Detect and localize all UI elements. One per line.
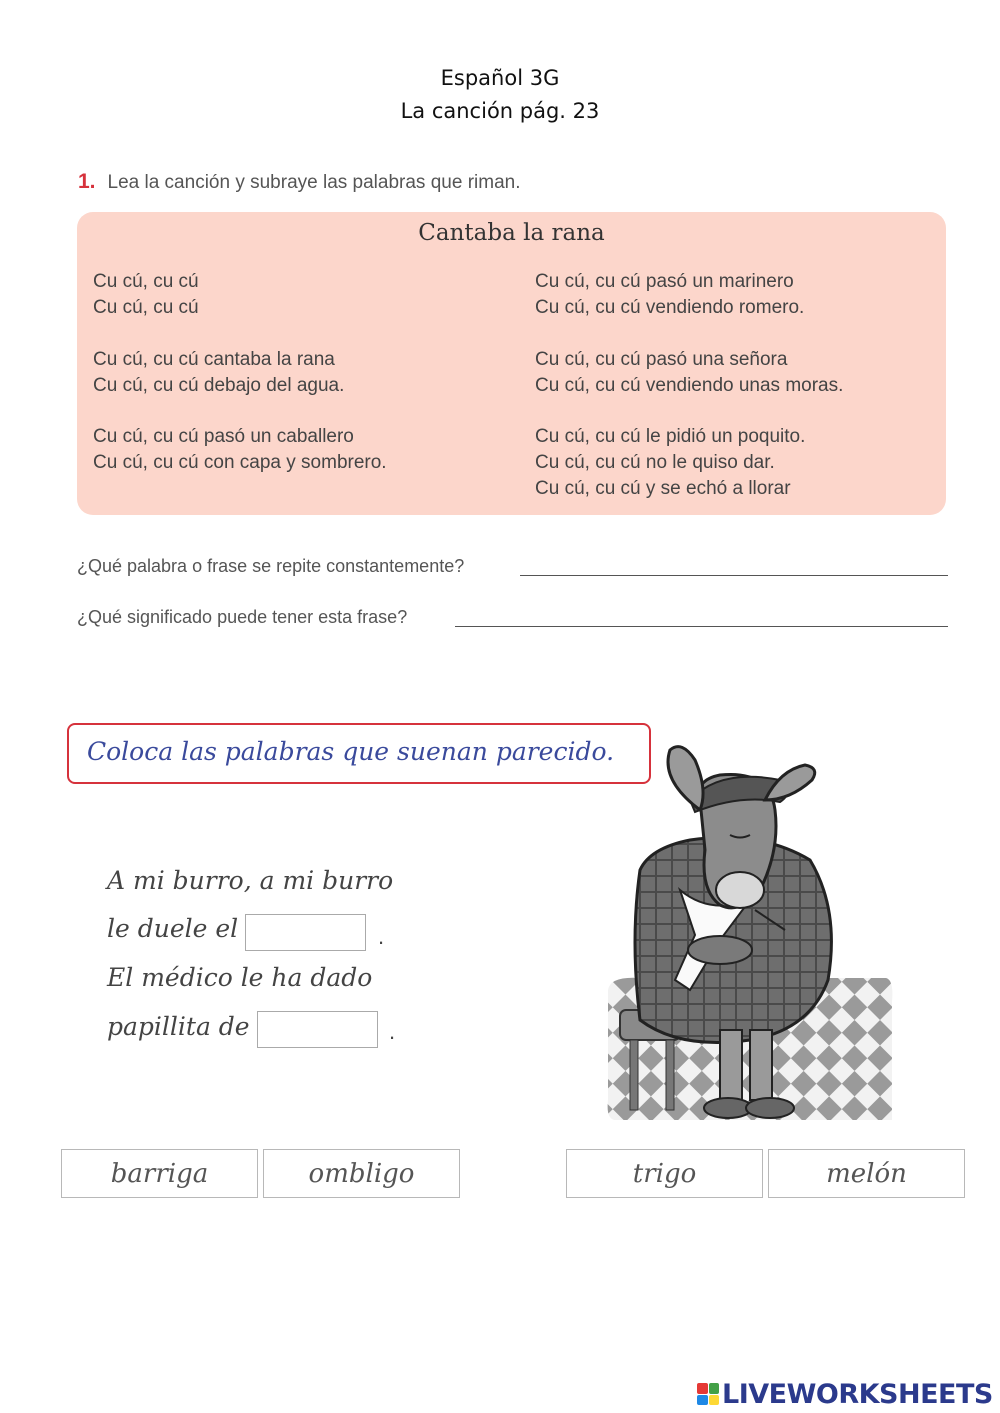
answer-line-meaning[interactable] <box>455 626 948 627</box>
song-verse: Cu cú, cu cú pasó una señora <box>535 349 788 370</box>
song-verse: Cu cú, cu cú con capa y sombrero. <box>93 452 387 473</box>
song-stanza <box>535 269 804 321</box>
song-stanza <box>535 347 843 399</box>
logo-square <box>709 1395 720 1406</box>
poem-line-3: El médico le ha dado <box>107 963 373 992</box>
song-verse: Cu cú, cu cú no le quiso dar. <box>535 452 775 473</box>
poem-line-2: le duele el <box>107 914 239 943</box>
blank-answer-2[interactable] <box>257 1011 378 1048</box>
word-option-ombligo[interactable]: ombligo <box>263 1149 460 1198</box>
worksheet-topic: La canción pág. 23 <box>400 99 600 123</box>
liveworksheets-logo-icon <box>697 1383 719 1405</box>
exercise-number: 1. <box>78 170 96 193</box>
brand-name: LIVEWORKSHEETS <box>722 1378 993 1410</box>
song-verse: Cu cú, cu cú debajo del agua. <box>93 375 345 396</box>
word-option-melon[interactable]: melón <box>768 1149 965 1198</box>
song-verse: Cu cú, cu cú vendiendo romero. <box>535 297 805 318</box>
song-verse: Cu cú, cu cú pasó un caballero <box>93 426 354 447</box>
exercise-1-instruction <box>78 170 520 194</box>
song-stanza <box>93 424 387 476</box>
worksheet-subject: Español 3G <box>440 66 560 90</box>
logo-square <box>709 1383 720 1394</box>
song-stanza <box>93 269 199 321</box>
song-verse: Cu cú, cu cú y se echó a llorar <box>535 478 791 499</box>
answer-line-repeated-phrase[interactable] <box>520 575 948 576</box>
song-verse: Cu cú, cu cú <box>93 297 199 318</box>
question-meaning: ¿Qué significado puede tener esta frase? <box>77 607 408 627</box>
word-option-trigo[interactable]: trigo <box>566 1149 763 1198</box>
blank-answer-1[interactable] <box>245 914 366 951</box>
song-stanza <box>535 424 805 502</box>
song-stanza <box>93 347 344 399</box>
song-verse: Cu cú, cu cú <box>93 271 199 292</box>
word-option-barriga[interactable]: barriga <box>61 1149 258 1198</box>
poem-period: . <box>378 924 385 949</box>
exercise-2-instruction: Coloca las palabras que suenan parecido. <box>87 737 615 766</box>
exercise-1-text: Lea la canción y subraye las palabras que riman. <box>107 172 521 193</box>
donkey-illustration-icon <box>600 740 900 1130</box>
poem-line-1: A mi burro, a mi burro <box>107 866 394 895</box>
exercise-2-instruction-box <box>67 723 651 784</box>
song-box <box>77 212 946 515</box>
song-verse: Cu cú, cu cú cantaba la rana <box>93 349 335 370</box>
logo-square <box>697 1383 708 1394</box>
song-verse: Cu cú, cu cú pasó un marinero <box>535 271 794 292</box>
liveworksheets-brand <box>697 1379 993 1409</box>
song-title: Cantaba la rana <box>418 220 605 246</box>
song-verse: Cu cú, cu cú le pidió un poquito. <box>535 426 806 447</box>
poem-line-4: papillita de <box>107 1012 250 1041</box>
poem-period: . <box>389 1019 396 1044</box>
question-repeated-phrase: ¿Qué palabra o frase se repite constantemente? <box>77 556 465 576</box>
song-verse: Cu cú, cu cú vendiendo unas moras. <box>535 375 844 396</box>
logo-square <box>697 1395 708 1406</box>
